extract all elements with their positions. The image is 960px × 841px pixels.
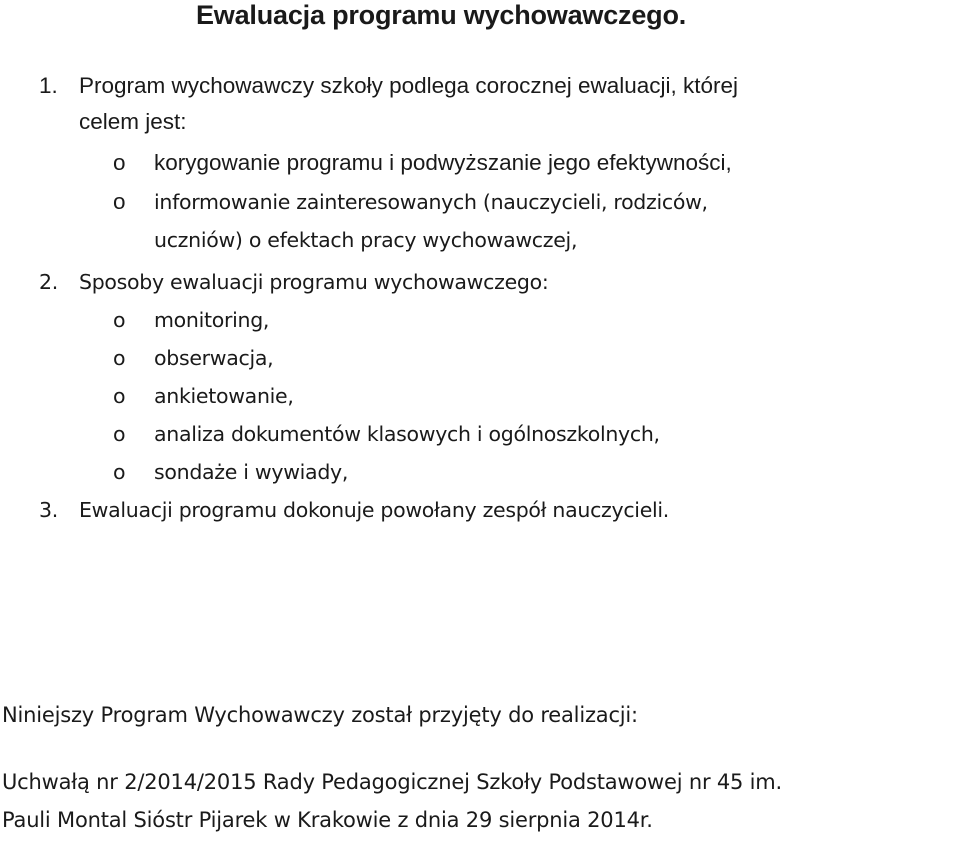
resolution-line-1: Uchwałą nr 2/2014/2015 Rady Pedagogicznej Szkoły Podstawowej nr 45 im.	[2, 770, 783, 794]
section-2-text: Sposoby ewaluacji programu wychowawczego:	[79, 270, 549, 294]
list-item: korygowanie programu i podwyższanie jego efektywności,	[154, 150, 732, 175]
list-item: sondaże i wywiady,	[154, 460, 349, 484]
bullet-marker: o	[113, 384, 126, 408]
section-3-number: 3.	[39, 498, 58, 522]
bullet-marker: o	[113, 422, 126, 446]
document-title: Ewaluacja programu wychowawczego.	[196, 0, 687, 30]
section-1-text-line-2: celem jest:	[79, 109, 187, 134]
list-item: analiza dokumentów klasowych i ogólnoszkolnych,	[154, 422, 660, 446]
section-3-text: Ewaluacji programu dokonuje powołany zespół nauczycieli.	[79, 498, 670, 522]
bullet-marker: o	[113, 460, 126, 484]
adoption-statement: Niniejszy Program Wychowawczy został przyjęty do realizacji:	[2, 703, 638, 727]
bullet-marker: o	[113, 189, 126, 214]
section-1-number: 1.	[39, 73, 58, 98]
list-item: monitoring,	[154, 308, 270, 332]
list-item: obserwacja,	[154, 346, 274, 370]
bullet-marker: o	[113, 346, 126, 370]
bullet-marker: o	[113, 308, 126, 332]
bullet-marker: o	[113, 150, 126, 175]
list-item: informowanie zainteresowanych (nauczycieli, rodziców,	[154, 190, 708, 214]
list-item-continuation: uczniów) o efektach pracy wychowawczej,	[154, 228, 578, 252]
section-1-text-line-1: Program wychowawczy szkoły podlega corocznej ewaluacji, której	[79, 73, 739, 98]
resolution-line-2: Pauli Montal Sióstr Pijarek w Krakowie z dnia 29 sierpnia 2014r.	[2, 808, 653, 832]
section-2-number: 2.	[39, 270, 58, 294]
list-item: ankietowanie,	[154, 384, 294, 408]
